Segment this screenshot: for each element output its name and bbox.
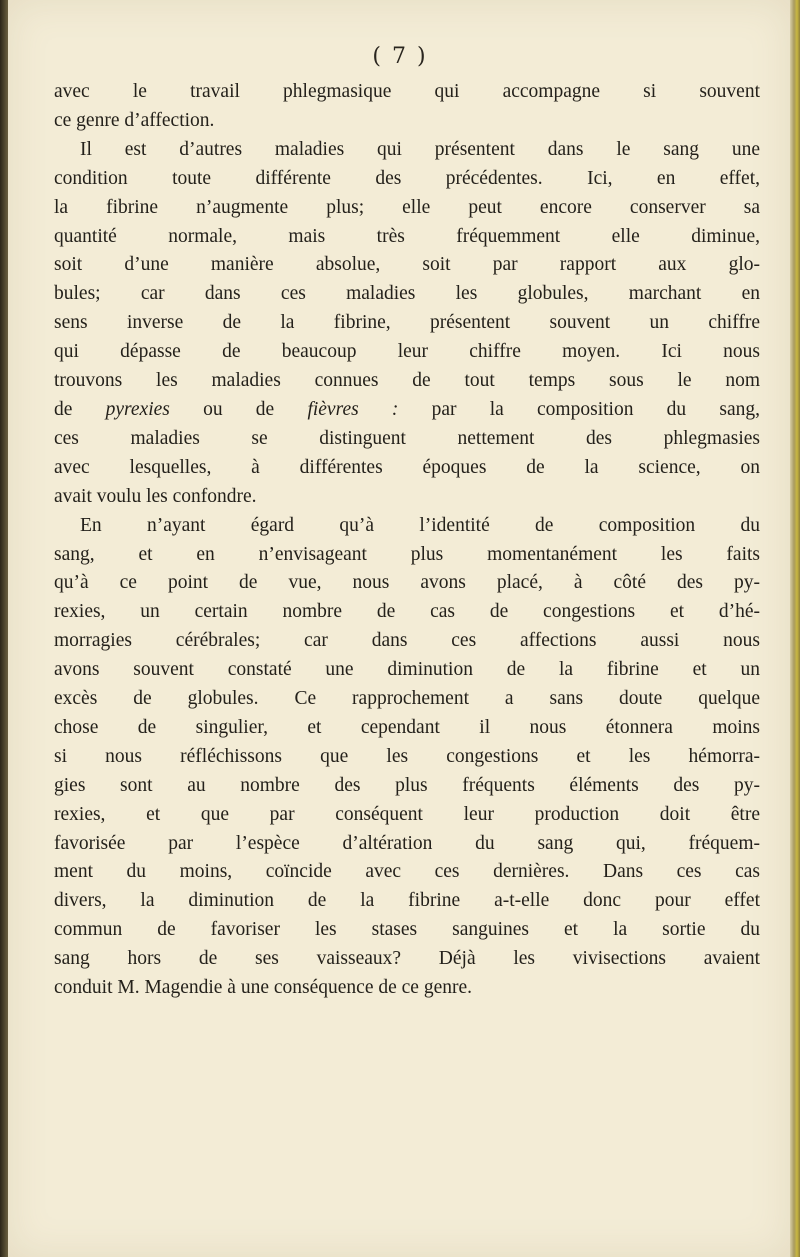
text-line: favorisée par l’espèce d’altération du sang qui, fréquem- (54, 832, 760, 854)
text-line: avons souvent constaté une diminution de la fibrine et un (54, 659, 760, 681)
text-line: En n’ayant égard qu’à l’identité de composition du (80, 514, 760, 536)
text-line: qu’à ce point de vue, nous avons placé, à côté des py- (54, 572, 760, 594)
body-text (54, 78, 760, 1003)
text-line (54, 396, 760, 425)
text-line: gies sont au nombre des plus fréquents éléments des py- (54, 774, 760, 796)
text-line: avec le travail phlegmasique qui accompagne si souvent (54, 81, 760, 102)
italic-term: fièvres : (307, 398, 399, 420)
text-line: ces maladies se distinguent nettement des phlegmasies (54, 427, 760, 449)
text-line: commun de favoriser les stases sanguines et la sortie du (54, 919, 760, 941)
text-line: excès de globules. Ce rapprochement a sans doute quelque (54, 688, 760, 710)
text-fragment: par la composition du sang, (398, 398, 760, 420)
text-line: divers, la diminution de la fibrine a-t-elle donc pour effet (54, 890, 760, 912)
text-line: morragies cérébrales; car dans ces affections aussi nous (54, 630, 760, 652)
text-line: bules; car dans ces maladies les globules, marchant en (54, 283, 760, 305)
text-line: conduit M. Magendie à une conséquence de ce genre. (54, 977, 472, 999)
text-line: ment du moins, coïncide avec ces dernières. Dans ces cas (54, 861, 760, 883)
text-line: la fibrine n’augmente plus; elle peut encore conserver sa (54, 196, 760, 218)
text-line: ce genre d’affection. (54, 109, 215, 131)
text-line: si nous réfléchissons que les congestions et les hémorra- (54, 745, 760, 767)
text-line: rexies, un certain nombre de cas de congestions et d’hé- (54, 601, 760, 623)
page-edge (790, 0, 800, 1257)
text-fragment: de (54, 398, 106, 420)
text-line: condition toute différente des précédentes. Ici, en effet, (54, 167, 760, 189)
text-line: avec lesquelles, à différentes époques de la science, on (54, 456, 760, 478)
text-line: qui dépasse de beaucoup leur chiffre moyen. Ici nous (54, 341, 760, 363)
text-line: sang hors de ses vaisseaux? Déjà les vivisections avaient (54, 948, 760, 970)
text-line: chose de singulier, et cependant il nous étonnera moins (54, 716, 760, 738)
italic-term: pyrexies (105, 398, 170, 420)
book-gutter (0, 0, 8, 1257)
text-line: sang, et en n’envisageant plus momentanément les faits (54, 543, 760, 565)
text-line: sens inverse de la fibrine, présentent souvent un chiffre (54, 312, 760, 334)
text-line: quantité normale, mais très fréquemment elle diminue, (54, 225, 760, 247)
text-line: avait voulu les confondre. (54, 485, 257, 507)
text-line: trouvons les maladies connues de tout temps sous le nom (54, 370, 760, 392)
text-line: rexies, et que par conséquent leur production doit être (54, 803, 760, 825)
text-line: Il est d’autres maladies qui présentent dans le sang une (80, 138, 760, 160)
page-number: ( 7 ) (372, 44, 428, 69)
text-line: soit d’une manière absolue, soit par rapport aux glo- (54, 254, 760, 276)
text-fragment: ou de (169, 398, 308, 420)
